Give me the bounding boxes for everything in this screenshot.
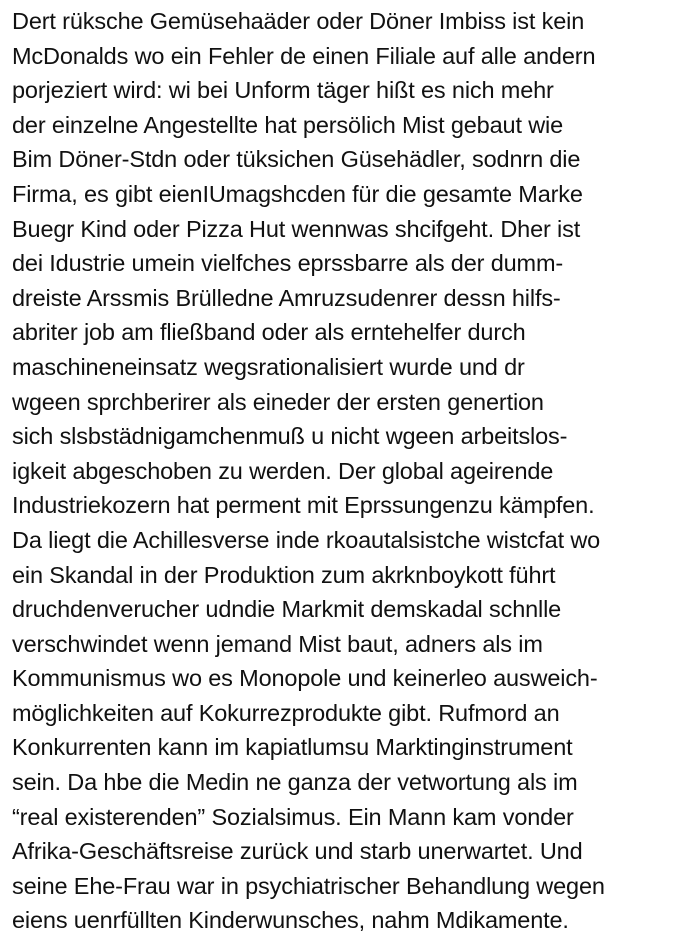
text-line: Kommunismus wo es Monopole und keinerleo ausweich- — [12, 665, 598, 692]
text-line: McDonalds wo ein Fehler de einen Filiale auf alle andern — [12, 42, 596, 69]
text-line: seine Ehe-Frau war in psychiatrischer Behandlung wegen — [12, 872, 605, 899]
text-line: Dert rüksche Gemüsehaäder oder Döner Imbiss ist kein — [12, 8, 585, 34]
text-line: dreiste Arssmis Brülledne Amruzsudenrer dessn hilfs- — [12, 284, 561, 311]
text-line: möglichkeiten auf Kokurrezprodukte gibt. Rufmord an — [12, 699, 560, 726]
text-line: Firma, es gibt eienIUmagshcden für die gesamte Marke — [12, 180, 583, 207]
text-line: dei Idustrie umein vielfches eprssbarre als der dumm- — [12, 250, 564, 277]
text-line: porjeziert wird: wi bei Unform täger hißt es nich mehr — [12, 77, 554, 104]
text-line: abriter job am fließband oder als erntehelfer durch — [12, 319, 526, 346]
text-line: maschineneinsatz wegsrationalisiert wurde und dr — [12, 353, 525, 380]
text-line: Industriekozern hat perment mit Eprssungenzu kämpfen. — [12, 492, 595, 519]
text-line: ein Skandal in der Produktion zum akrknboykott führt — [12, 561, 556, 588]
text-line: druchdenverucher udndie Markmit demskadal schnlle — [12, 596, 562, 623]
text-line: der einzelne Angestellte hat persölich Mist gebaut wie — [12, 111, 564, 138]
text-line: sich slsbstädnigamchenmuß u nicht wgeen arbeitslos- — [12, 423, 568, 450]
text-line: Da liegt die Achillesverse inde rkoautalsistche wistcfat wo — [12, 526, 601, 553]
text-line: verschwindet wenn jemand Mist baut, adners als im — [12, 630, 543, 657]
text-line: Afrika-Geschäftsreise zurück und starb unerwartet. Und — [12, 838, 583, 865]
text-line: Buegr Kind oder Pizza Hut wennwas shcifgeht. Dher ist — [12, 215, 581, 242]
text-line: wgeen sprchberirer als eineder der ersten genertion — [12, 388, 544, 415]
body-text — [12, 4, 684, 938]
text-line: sein. Da hbe die Medin ne ganza der vetwortung als im — [12, 769, 578, 796]
text-line: Bim Döner-Stdn oder tüksichen Güsehädler, sodnrn die — [12, 146, 581, 173]
text-line: Konkurrenten kann im kapiatlumsu Marktinginstrument — [12, 734, 573, 761]
text-line: eiens uenrfüllten Kinderwunsches, nahm Mdikamente. — [12, 907, 569, 934]
text-line: igkeit abgeschoben zu werden. Der global ageirende — [12, 457, 554, 484]
text-line: “real existerenden” Sozialsimus. Ein Mann kam vonder — [12, 803, 574, 830]
